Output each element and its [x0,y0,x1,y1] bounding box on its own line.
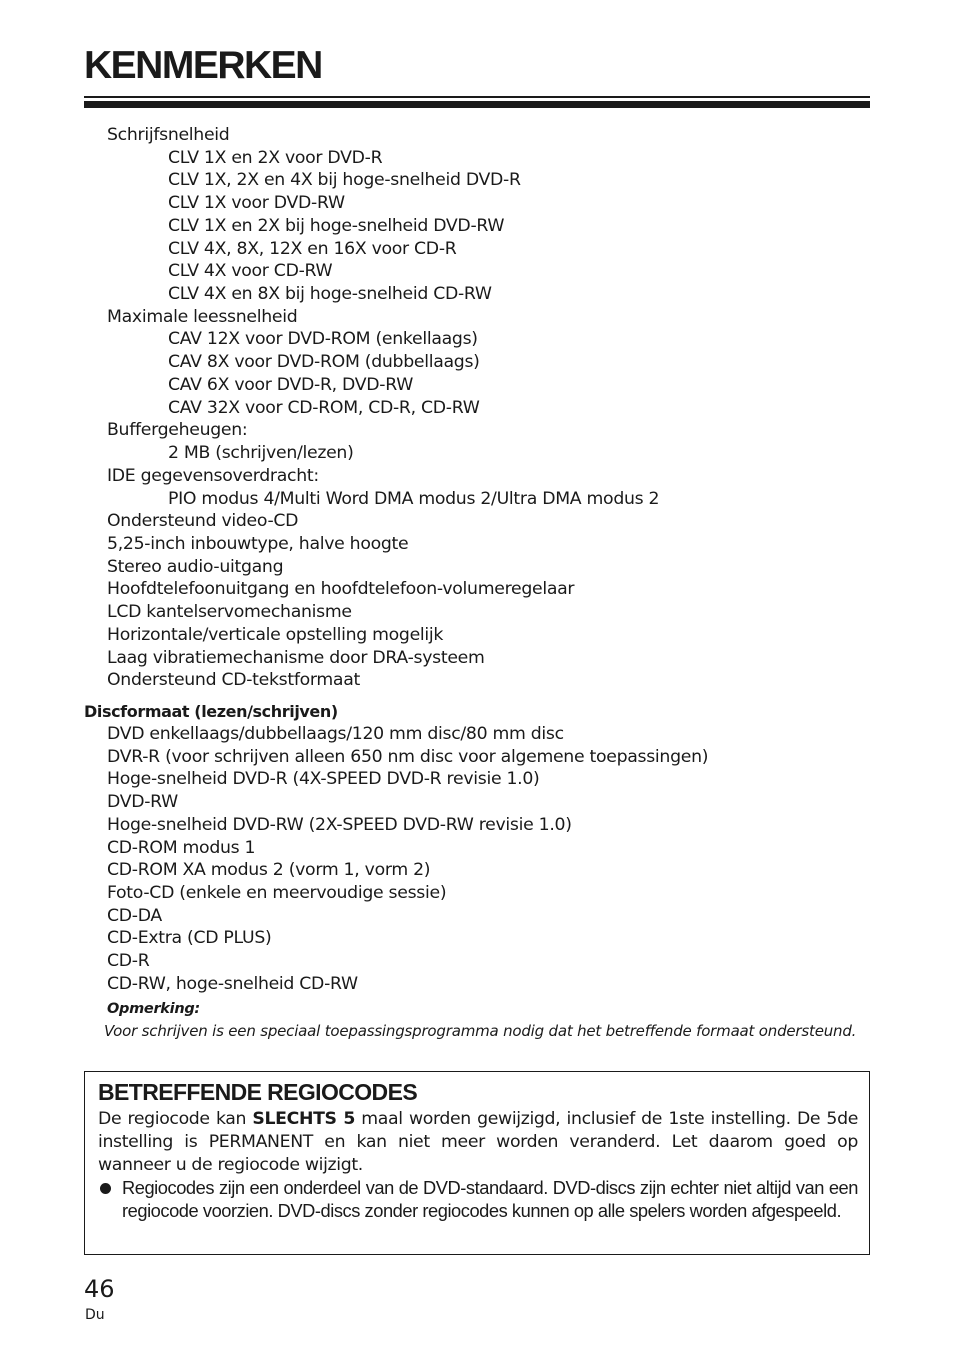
disc-format-item: CD-R [107,951,150,972]
spec-sub-item: CLV 1X en 2X bij hoge-snelheid DVD-RW [168,215,505,236]
region-code-box [84,1071,870,1255]
disc-format-item: CD-DA [107,905,162,926]
note-heading: Opmerking: [107,1001,200,1017]
disc-format-item: DVD enkellaags/dubbellaags/120 mm disc/80 mm disc [107,724,564,744]
disc-format-item: DVD-RW [107,792,178,813]
spec-sub-item: CLV 1X voor DVD-RW [168,193,345,214]
spec-item: Horizontale/verticale opstelling mogelijk [107,624,444,645]
spec-sub-item: CAV 32X voor CD-ROM, CD-R, CD-RW [168,397,480,418]
spec-item: IDE gegevensoverdracht: [107,465,319,486]
spec-item: Buffergeheugen: [107,420,248,441]
spec-sub-item: PIO modus 4/Multi Word DMA modus 2/Ultra DMA modus 2 [168,488,660,509]
spec-sub-item: CLV 4X, 8X, 12X en 16X voor CD-R [168,238,457,259]
spec-item: Ondersteund CD-tekstformaat [107,670,360,691]
disc-format-item: Foto-CD (enkele en meervoudige sessie) [107,883,447,904]
spec-item: Ondersteund video-CD [107,511,299,532]
disc-format-item: CD-Extra (CD PLUS) [107,928,272,949]
region-para-end: maal worden gewijzigd, inclusief de 1ste instelling. De 5de instelling is PERMANENT en kan niet meer worden veranderd. Let daarom goed op wanneer u de regiocode wijzigt. [98,1109,858,1175]
spec-sub-item: CAV 6X voor DVD-R, DVD-RW [168,374,414,395]
spec-sub-item: CLV 4X en 8X bij hoge-snelheid CD-RW [168,284,492,305]
disc-format-item: CD-ROM modus 1 [107,837,256,858]
disc-format-item: CD-ROM XA modus 2 (vorm 1, vorm 2) [107,860,431,881]
spec-item: 5,25-inch inbouwtype, halve hoogte [107,533,409,554]
spec-item: Schrijfsnelheid [107,125,230,145]
region-para-emphasis: SLECHTS 5 [252,1109,356,1129]
disc-format-item: Hoge-snelheid DVD-RW (2X-SPEED DVD-RW revisie 1.0) [107,814,572,835]
disc-format-heading: Discformaat (lezen/schrijven) [84,702,338,721]
language-code: Du [85,1307,105,1323]
spec-sub-item: CAV 8X voor DVD-ROM (dubbellaags) [168,352,480,373]
bullet-dot-icon [100,1183,111,1194]
region-box-paragraph [98,1108,858,1177]
note-text: Voor schrijven is een speciaal toepassingsprogramma nodig dat het betreffende formaat ondersteund. [104,1022,857,1040]
spec-item: Hoofdtelefoonuitgang en hoofdtelefoon-volumeregelaar [107,579,575,600]
spec-item: Stereo audio-uitgang [107,556,284,577]
spec-item: Maximale leessnelheid [107,306,298,327]
region-bullet-item [98,1177,858,1222]
spec-sub-item: 2 MB (schrijven/lezen) [168,443,354,464]
page-number: 46 [84,1275,115,1303]
disc-format-item: Hoge-snelheid DVD-R (4X-SPEED DVD-R revisie 1.0) [107,769,540,790]
disc-format-item: CD-RW, hoge-snelheid CD-RW [107,973,358,994]
region-bullet-text: Regiocodes zijn een onderdeel van de DVD-standaard. DVD-discs zijn echter niet altijd van een regiocode voorzien. DVD-discs zonder regiocodes kunnen op alle spelers worden afgespeeld. [122,1177,858,1221]
spec-sub-item: CAV 12X voor DVD-ROM (enkellaags) [168,329,478,350]
disc-format-item: DVR-R (voor schrijven alleen 650 nm disc voor algemene toepassingen) [107,746,709,767]
page-title: KENMERKEN [84,44,322,87]
feature-spec-list [107,124,867,692]
disc-format-list [107,723,867,996]
spec-sub-item: CLV 4X voor CD-RW [168,261,333,282]
title-rule-thin [84,96,870,98]
spec-item: LCD kantelservomechanisme [107,602,352,623]
region-para-start: De regiocode kan [98,1109,253,1129]
spec-sub-item: CLV 1X en 2X voor DVD-R [168,147,383,168]
spec-sub-item: CLV 1X, 2X en 4X bij hoge-snelheid DVD-R [168,170,521,191]
title-rule-thick [84,101,870,108]
spec-item: Laag vibratiemechanisme door DRA-systeem [107,647,485,668]
region-box-title: BETREFFENDE REGIOCODES [98,1079,418,1105]
